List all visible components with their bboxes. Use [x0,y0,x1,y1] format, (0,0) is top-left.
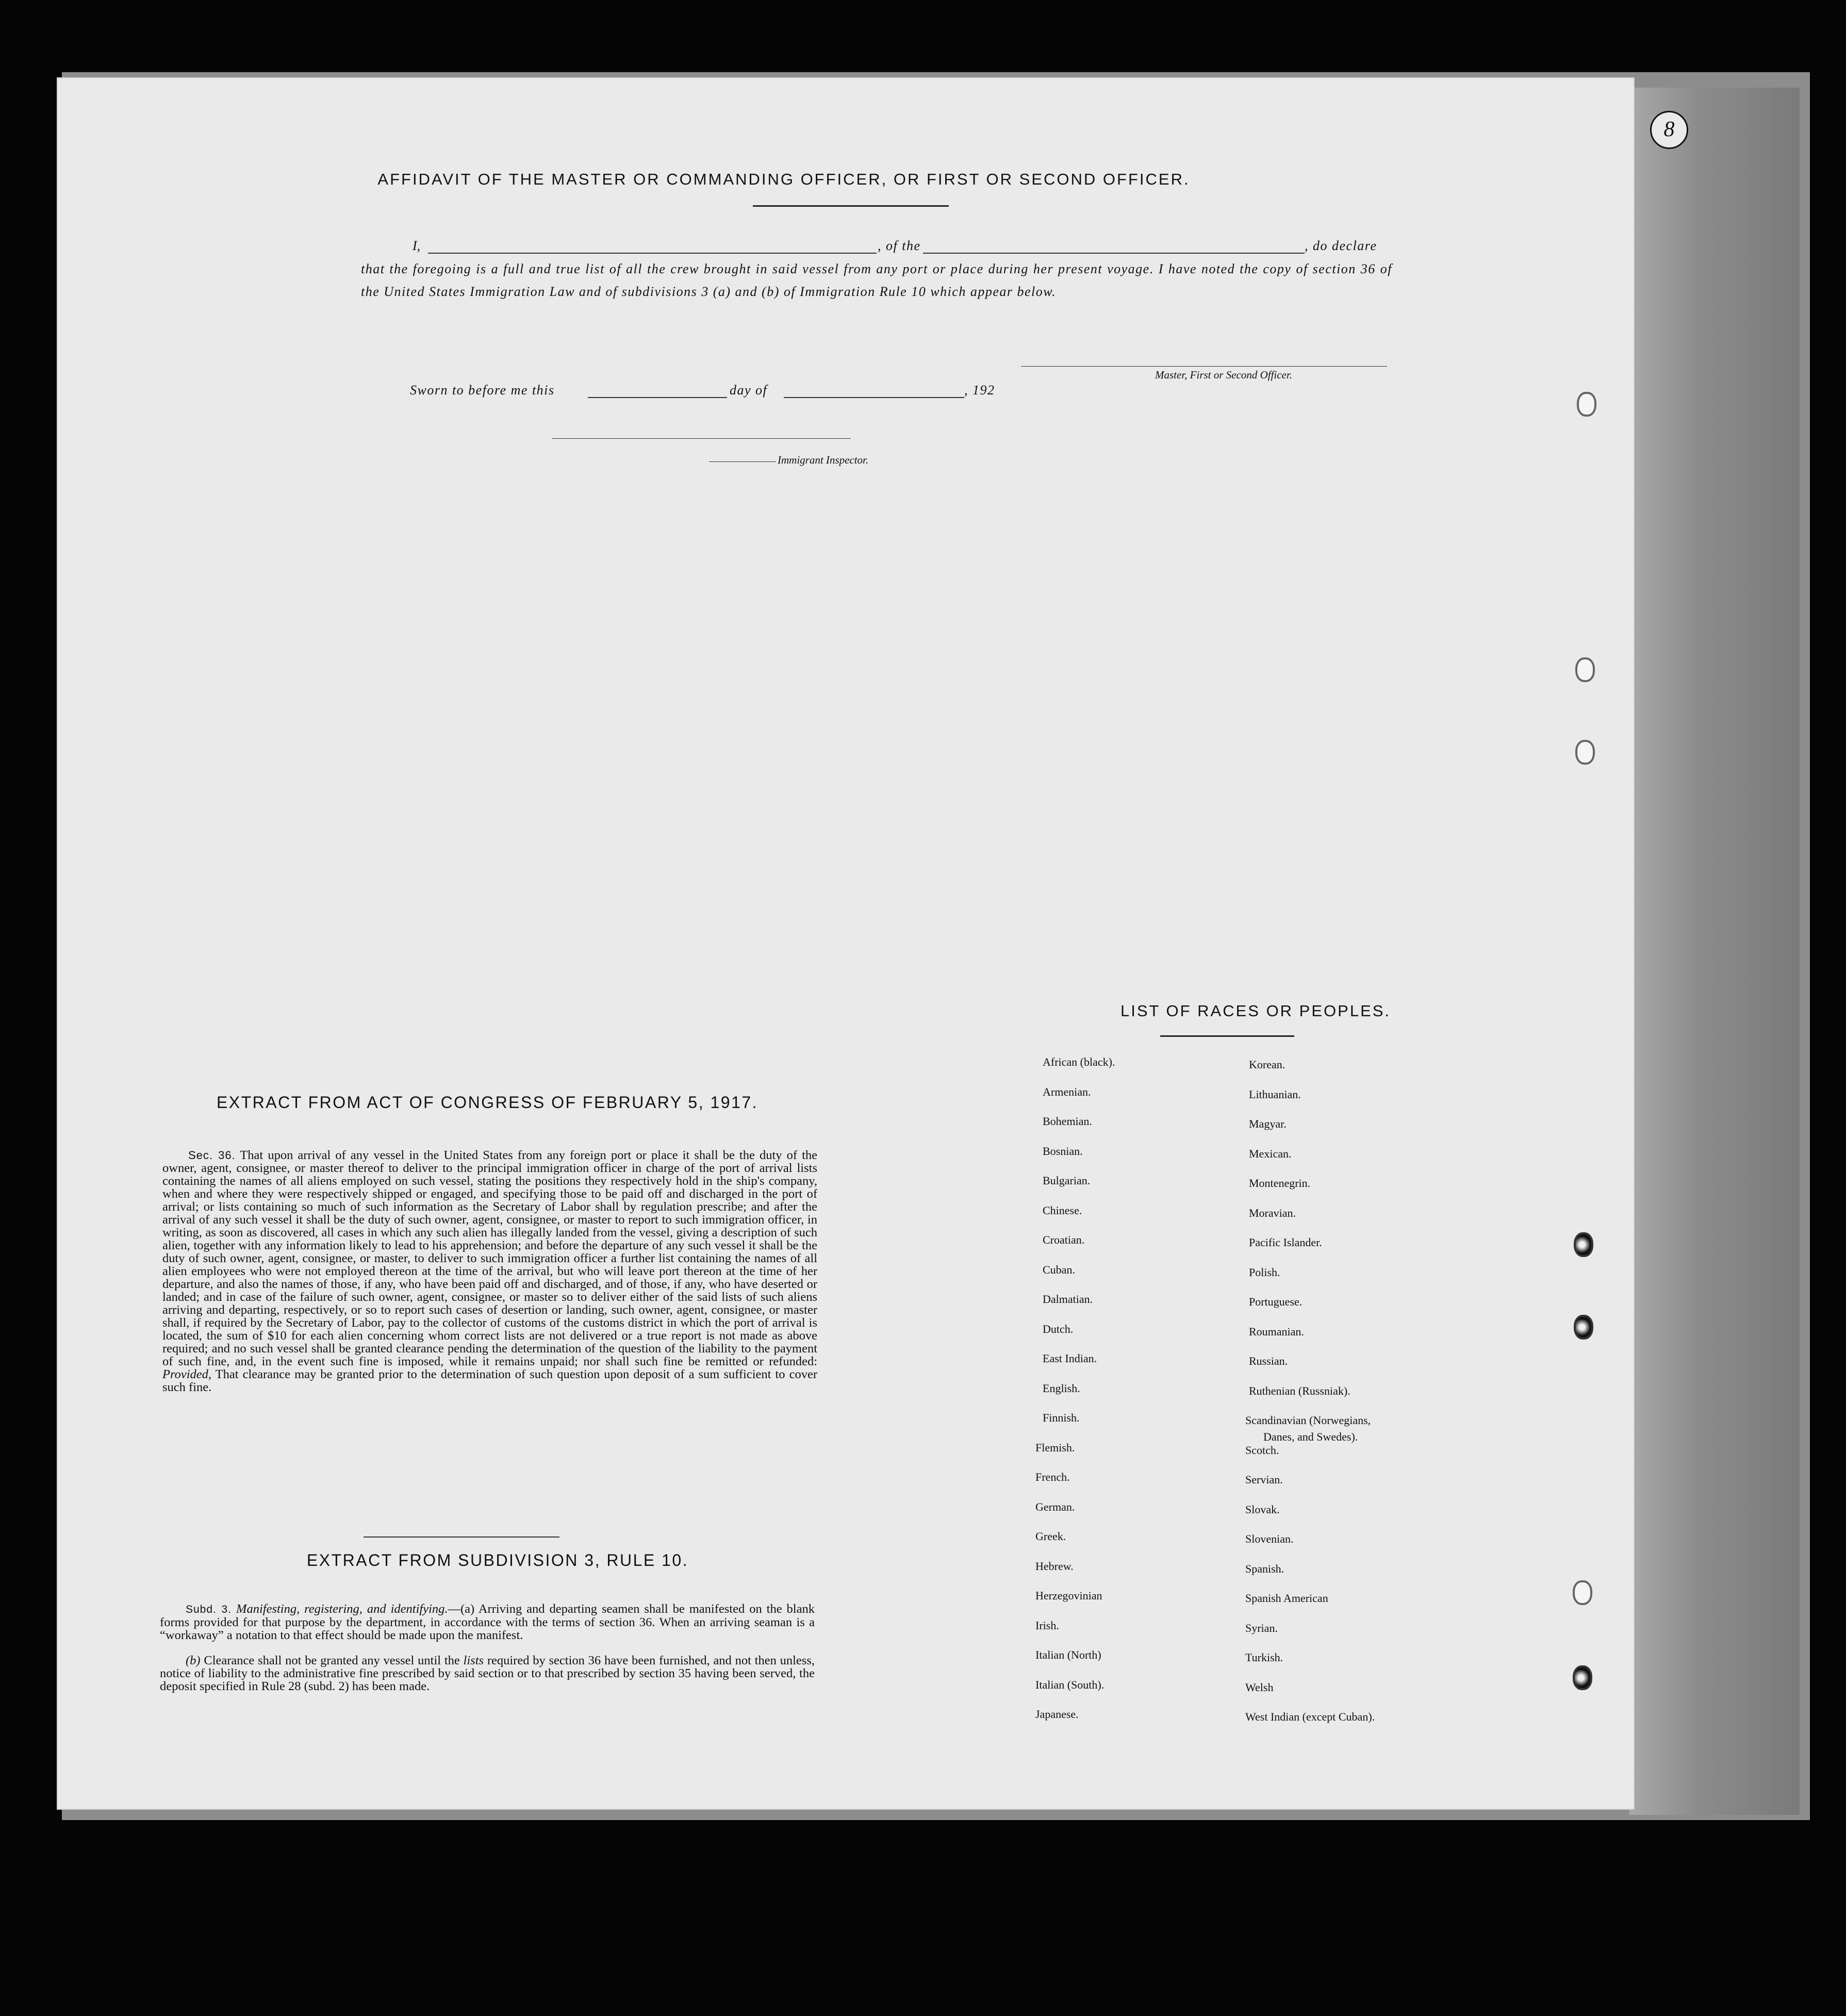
race-left-item: Greek. [1035,1530,1066,1543]
inspector-short-line [709,461,776,462]
race-right-item: Welsh [1245,1680,1274,1694]
sworn-day: day of [730,383,768,398]
race-left-item: Italian (North) [1035,1648,1101,1661]
race-right-item: Syrian. [1245,1621,1278,1634]
inspector-label: Immigrant Inspector. [778,454,869,466]
race-right-item: Roumanian. [1249,1325,1304,1338]
race-right-item: West Indian (except Cuban). [1245,1710,1375,1723]
race-right-item: Magyar. [1249,1117,1287,1130]
race-left-item: French. [1035,1470,1070,1483]
race-left-item: German. [1035,1500,1075,1513]
race-left-item: Italian (South). [1035,1678,1105,1691]
race-left-item: Irish. [1035,1618,1059,1632]
sworn-month-blank[interactable] [784,397,964,398]
race-right-continuation: Danes, and Swedes). [1263,1430,1358,1443]
rule-para-a [160,1602,815,1642]
race-left-item: Hebrew. [1035,1559,1074,1573]
rule-title: EXTRACT FROM SUBDIVISION 3, RULE 10. [306,1551,689,1569]
page-edge-strip [1629,88,1800,1815]
sworn-day-blank[interactable] [588,397,727,398]
race-right-item: Servian. [1245,1473,1283,1486]
race-left-item: Bulgarian. [1043,1174,1091,1187]
race-right-item: Slovak. [1245,1502,1280,1516]
sec-text: That upon arrival of any vessel in the United States from any foreign port or place it shall be the duty of the owner, agent, consignee, or master thereof to deliver to the principal immigration officer in charge of the port of arrival lists containing the names of all aliens employed on such vessel, stating the positions they respectively hold in the ship's company, when and where they were respectively shipped or engaged, and specifying those to be paid off and discharged in the port of arrival; or lists containing so much of such information as the Secretary of Labor shall by regulation prescribe; and after the arrival of any such vessel it shall be the duty of such owner, agent, consignee, or master to report to such immigration officer, in writing, as soon as discovered, all cases in which any such alien has illegally landed from the vessel, giving a description of such alien, together with any information likely to lead to his apprehension; and before the departure of any such vessel it shall be the duty of such owner, agent, consignee, or master, to deliver to such immigration officer a further list containing the names of all alien employees who were not employed thereon at the time of the arrival, but who will leave port thereon at the time of her departure, and also the names of those, if any, who have been paid off and discharged, and of those, if any, who have deserted or landed; and in case of the failure of such owner, agent, consignee, or master so to deliver either of the said lists of such aliens arriving and departing, respectively, or so to report such cases of desertion or landing, such owner, agent, consignee, or master shall, if required by the Secretary of Labor, pay to the collector of customs of the customs district in which the port of arrival is located, the sum of $10 for each alien concerning whom correct lists are not delivered or a true report is not made as above required; and no such vessel shall be granted clearance pending the determination of the question of the liability to the payment of such fine, and, in the event such fine is imposed, while it remains unpaid; nor shall such fine be remitted or refunded: [162,1148,818,1368]
race-left-item: Armenian. [1043,1085,1091,1098]
page-number-seal: 8 [1650,111,1688,149]
para-b-lists: lists [463,1654,484,1667]
proviso-label: Provided, [162,1367,212,1381]
sec-label: Sec. 36. [188,1149,236,1162]
inspector-signature-line[interactable] [552,438,851,439]
binder-hole [1574,1315,1593,1340]
sworn-prefix: Sworn to before me this [410,383,555,398]
race-left-item: African (black). [1043,1055,1115,1068]
race-right-item: Turkish. [1245,1651,1283,1664]
binder-hole [1577,392,1596,417]
races-underline [1160,1035,1294,1037]
race-right-item: Polish. [1249,1265,1280,1279]
binder-hole [1573,1665,1592,1690]
para-b-text-2: required by section 36 have been furnished, and not then unless, notice of liability to the administrative fine prescribed by said section or to that prescribed by section 35 having been served, the deposit specified in Rule 28 (subd. 2) has been made. [160,1654,815,1693]
race-right-item: Ruthenian (Russniak). [1249,1384,1350,1397]
races-title: LIST OF RACES OR PEOPLES. [1120,1002,1391,1020]
rule-para-b [160,1654,815,1693]
title-underline [753,205,949,207]
race-left-item: Croatian. [1043,1233,1085,1246]
race-left-item: Bohemian. [1043,1115,1092,1128]
affidavit-i: I, [413,238,421,253]
race-right-item: Mexican. [1249,1147,1292,1160]
para-a-text: —(a) Arriving and departing seamen shall be manifested on the blank forms provided for that purpose by the department, in accordance with the terms of section 36. When an arriving seaman is a “workaway” a notation to that effect should be made upon the manifest. [160,1602,815,1642]
race-left-item: Chinese. [1043,1203,1082,1217]
race-left-item: Herzegovinian [1035,1589,1102,1602]
affidavit-declare: , do declare [1305,238,1377,253]
race-left-item: Dalmatian. [1043,1293,1093,1306]
race-right-item: Moravian. [1249,1206,1296,1219]
race-left-item: Dutch. [1043,1322,1074,1335]
act-text [162,1149,817,1394]
para-b-label: (b) [186,1654,201,1667]
vessel-blank[interactable] [923,253,1305,254]
race-left-item: Cuban. [1043,1263,1075,1276]
race-right-item: Scandinavian (Norwegians, [1245,1414,1371,1427]
binder-hole [1573,1580,1592,1605]
race-right-item: Slovenian. [1245,1532,1294,1545]
binder-hole [1574,1232,1593,1257]
affidavit-of-the: , of the [878,238,921,253]
race-right-item: Scotch. [1245,1443,1279,1457]
race-left-item: English. [1043,1381,1080,1395]
act-title: EXTRACT FROM ACT OF CONGRESS OF FEBRUARY 5, 1917. [216,1093,759,1112]
affidavit-title: AFFIDAVIT OF THE MASTER OR COMMANDING OFFICER, OR FIRST OR SECOND OFFICER. [377,170,1190,188]
race-left-item: Bosnian. [1043,1144,1083,1158]
race-right-item: Spanish. [1245,1562,1284,1575]
subd-heading: Manifesting, registering, and identifying. [236,1602,448,1616]
race-left-item: Japanese. [1035,1708,1079,1721]
para-b-text-1: Clearance shall not be granted any vessel until the [204,1654,460,1667]
subd-label: Subd. 3. [186,1604,232,1615]
race-right-item: Portuguese. [1249,1295,1303,1308]
master-signature-line[interactable] [1021,366,1387,367]
name-blank[interactable] [428,253,877,254]
master-label: Master, First or Second Officer. [1155,369,1292,381]
race-right-item: Korean. [1249,1058,1285,1071]
race-right-item: Montenegrin. [1249,1177,1311,1189]
binder-hole [1575,657,1595,682]
act-divider [364,1536,559,1538]
sworn-year: , 192 [964,383,995,398]
document-page [57,77,1635,1810]
race-right-item: Pacific Islander. [1249,1236,1322,1249]
race-right-item: Spanish American [1245,1592,1328,1605]
proviso-text: That clearance may be granted prior to the determination of such question upon deposit of a sum sufficient to cover such fine. [162,1367,817,1394]
binder-hole [1575,740,1595,765]
affidavit-body: that the foregoing is a full and true list of all the crew brought in said vessel from any port or place during her present voyage. I have noted the copy of section 36 of the United States Immigration Law and of subdivisions 3 (a) and (b) of Immigration Rule 10 which appear below. [361,261,1392,299]
race-right-item: Lithuanian. [1249,1087,1301,1101]
race-left-item: Flemish. [1035,1441,1075,1454]
race-left-item: Finnish. [1043,1411,1080,1424]
race-right-item: Russian. [1249,1354,1288,1367]
race-left-item: East Indian. [1043,1352,1097,1365]
